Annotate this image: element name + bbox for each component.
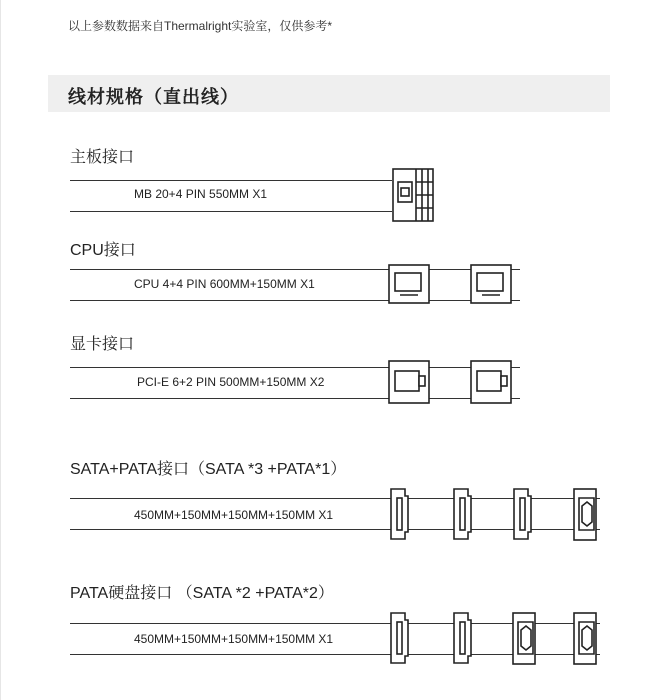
sata-icon xyxy=(451,612,475,666)
group-title-cpu: CPU接口 xyxy=(70,242,136,259)
group-title-motherboard: 主板接口 xyxy=(70,149,135,166)
cable-label-gpu: PCI-E 6+2 PIN 500MM+150MM X2 xyxy=(137,375,325,389)
sata-icon xyxy=(511,488,535,542)
group-title-sata-pata: SATA+PATA接口（SATA *3 +PATA*1） xyxy=(70,461,347,478)
sata-icon xyxy=(388,612,412,666)
pata-molex-icon xyxy=(572,612,602,666)
cable-label-motherboard: MB 20+4 PIN 550MM X1 xyxy=(134,187,268,201)
group-title-pata-hdd: PATA硬盘接口 （SATA *2 +PATA*2） xyxy=(70,585,334,602)
sata-icon xyxy=(451,488,475,542)
section-header xyxy=(48,75,610,112)
cable-label-sata-pata: 450MM+150MM+150MM+150MM X1 xyxy=(134,508,334,522)
eps-4pin-icon xyxy=(470,264,514,306)
atx-24pin-icon xyxy=(392,168,436,222)
section-title: 线材规格（直出线） xyxy=(68,87,239,107)
eps-4pin-icon xyxy=(388,264,432,306)
pcie-6pin-icon xyxy=(388,360,432,406)
pata-molex-icon xyxy=(572,488,602,542)
cable-label-cpu: CPU 4+4 PIN 600MM+150MM X1 xyxy=(134,277,315,291)
sata-icon xyxy=(388,488,412,542)
page-edge-divider xyxy=(0,0,1,700)
group-title-gpu: 显卡接口 xyxy=(70,336,135,353)
disclaimer-note: 以上参数数据来自Thermalright实验室，仅供参考* xyxy=(68,19,333,33)
pcie-6pin-icon xyxy=(470,360,514,406)
cable-label-pata-hdd: 450MM+150MM+150MM+150MM X1 xyxy=(134,632,334,646)
pata-molex-icon xyxy=(511,612,541,666)
